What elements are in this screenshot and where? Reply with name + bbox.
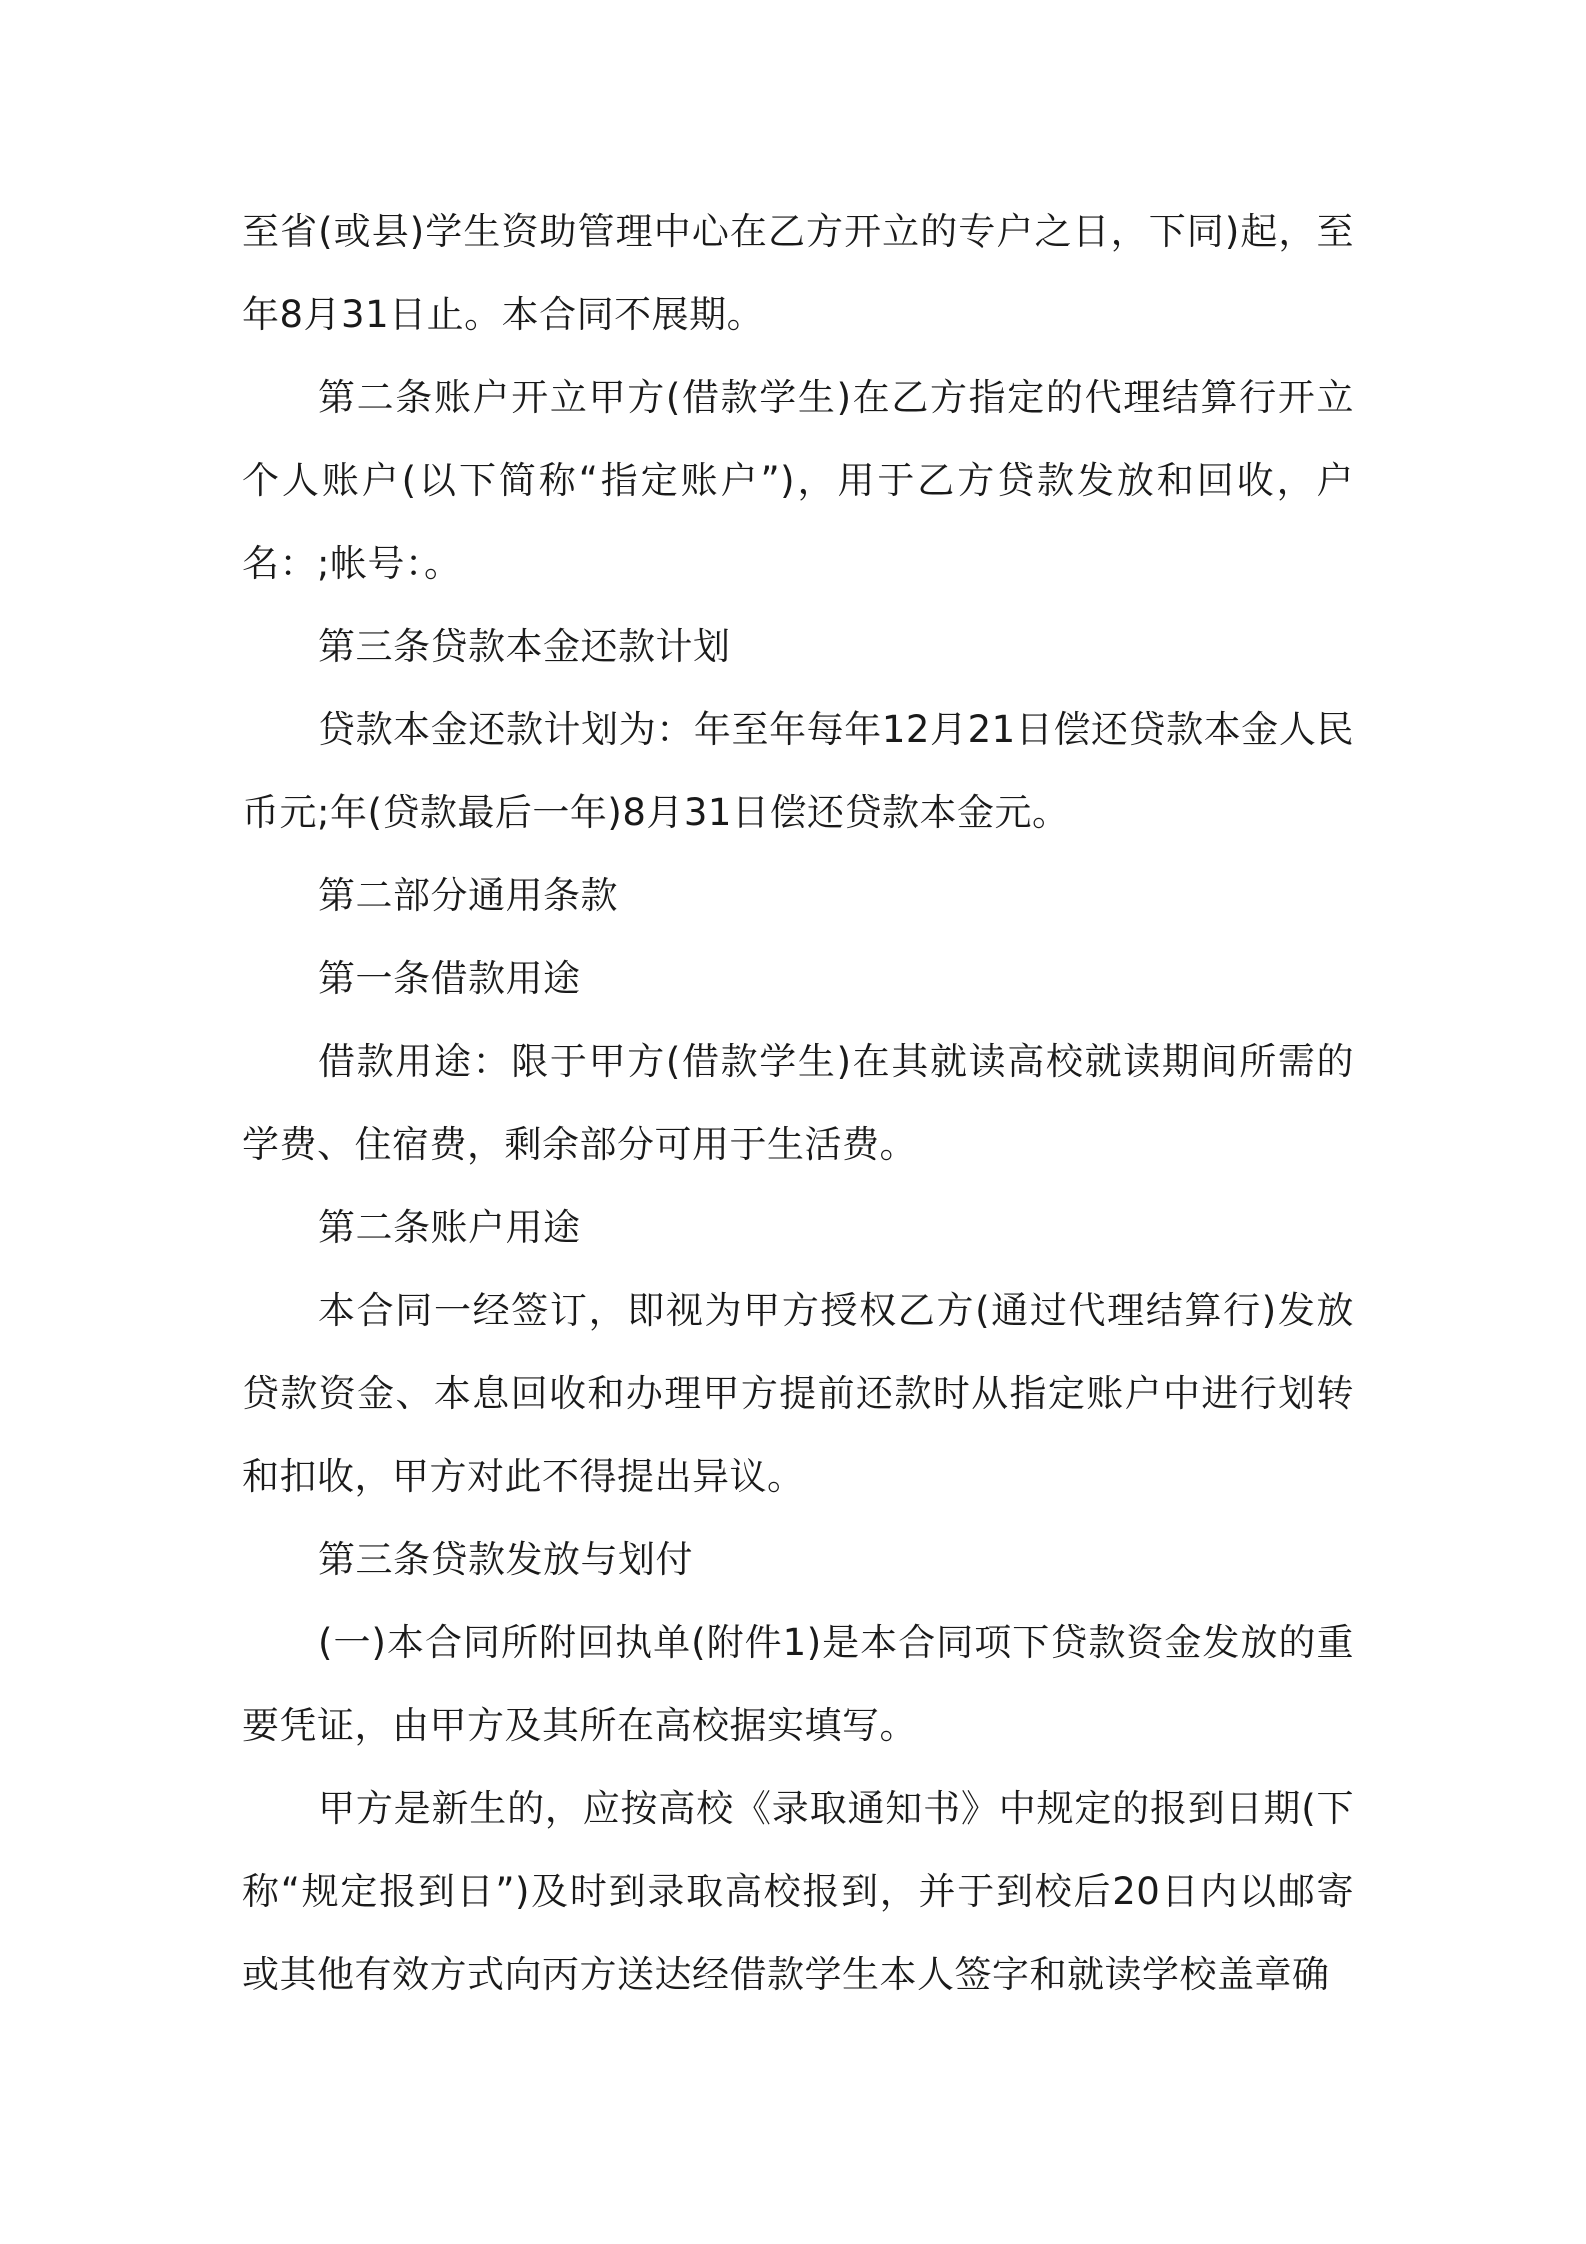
heading-loan-purpose: 第一条借款用途 (318, 957, 581, 1000)
heading-repayment-plan: 第三条贷款本金还款计划 (318, 625, 731, 668)
paragraph-receipt-form: (一)本合同所附回执单(附件1)是本合同项下贷款资金发放的重要凭证，由甲方及其所在高校据实填写。 (242, 1621, 1354, 1747)
heading-loan-disbursement: 第三条贷款发放与划付 (318, 1538, 693, 1581)
paragraph-loan-purpose: 借款用途：限于甲方(借款学生)在其就读高校就读期间所需的学费、住宿费，剩余部分可用于生活费。 (242, 1040, 1354, 1166)
paragraph-new-student: 甲方是新生的，应按高校《录取通知书》中规定的报到日期(下称“规定报到日”)及时到录取高校报到，并于到校后20日内以邮寄或其他有效方式向丙方送达经借款学生本人签字和就读学校盖章确 (242, 1787, 1354, 1996)
document-body (242, 190, 1354, 2016)
paragraph-continuation: 至省(或县)学生资助管理中心在乙方开立的专户之日，下同)起，至年8月31日止。本合同不展期。 (242, 210, 1354, 336)
paragraph-repayment-plan: 贷款本金还款计划为：年至年每年12月21日偿还贷款本金人民币元;年(贷款最后一年)8月31日偿还贷款本金元。 (242, 708, 1354, 834)
heading-account-purpose: 第二条账户用途 (318, 1206, 581, 1249)
heading-general-terms: 第二部分通用条款 (318, 874, 618, 917)
paragraph-account-purpose: 本合同一经签订，即视为甲方授权乙方(通过代理结算行)发放贷款资金、本息回收和办理甲方提前还款时从指定账户中进行划转和扣收，甲方对此不得提出异议。 (242, 1289, 1354, 1498)
paragraph-account-opening: 第二条账户开立甲方(借款学生)在乙方指定的代理结算行开立个人账户(以下简称“指定账户”)，用于乙方贷款发放和回收，户名：;帐号：。 (242, 376, 1354, 585)
